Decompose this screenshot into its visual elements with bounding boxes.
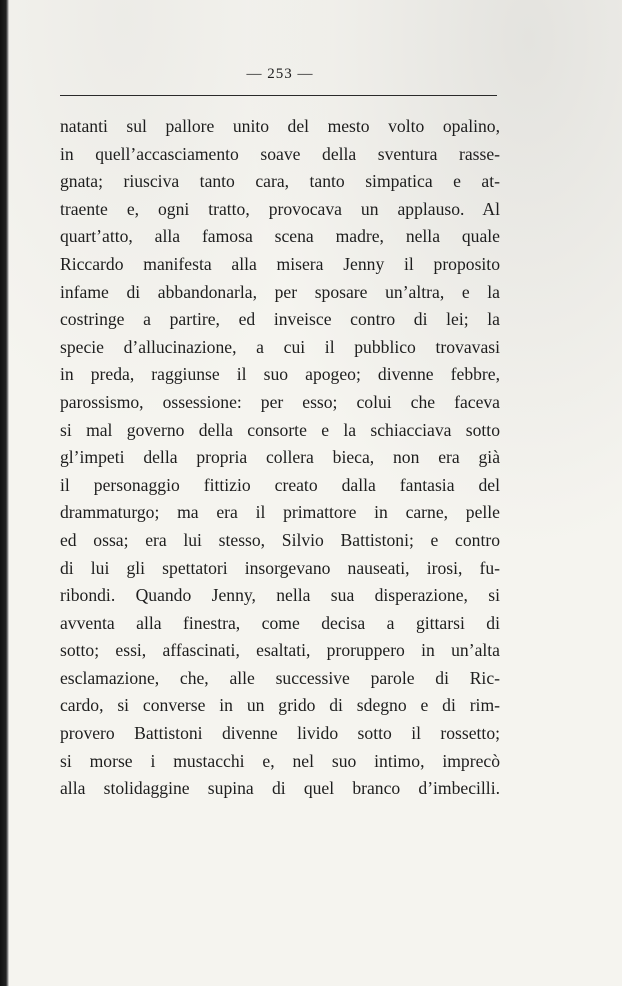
page-number-header: — 253 — [246,66,314,82]
text-line: parossismo, ossessione: per esso; colui che faceva [60,391,500,412]
text-line: il personaggio fittizio creato dalla fantasia del [60,474,500,495]
text-line: drammaturgo; ma era il primattore in carne, pelle [60,502,500,523]
text-line: gnata; riusciva tanto cara, tanto simpatica e at- [60,171,500,192]
binding-shadow [0,0,9,986]
text-line: si mal governo della consorte e la schiacciava sotto [60,419,500,440]
text-line: di lui gli spettatori insorgevano nauseati, irosi, fu- [60,557,500,578]
text-line: sotto; essi, affascinati, esaltati, proruppero in un’alta [60,640,500,661]
text-line: provero Battistoni divenne livido sotto il rossetto; [60,723,500,744]
header-rule [60,95,497,96]
text-line: in quell’accasciamento soave della sventura rasse- [60,143,500,164]
body-text [60,113,500,803]
text-line: gl’impeti della propria collera bieca, non era già [60,447,500,468]
text-line: in preda, raggiunse il suo apogeo; divenne febbre, [60,364,500,385]
text-line: cardo, si converse in un grido di sdegno e di rim- [60,695,500,716]
text-line: esclamazione, che, alle successive parole di Ric- [60,667,500,688]
text-line: infame di abbandonarla, per sposare un’altra, e la [60,281,500,302]
text-line: quart’atto, alla famosa scena madre, nella quale [60,226,500,247]
text-line: Riccardo manifesta alla misera Jenny il proposito [60,253,500,274]
text-line: alla stolidaggine supina di quel branco d’imbecilli. [60,778,500,799]
text-line: natanti sul pallore unito del mesto volto opalino, [60,116,500,136]
text-line: specie d’allucinazione, a cui il pubblico trovavasi [60,336,500,357]
text-line: costringe a partire, ed inveisce contro di lei; la [60,309,500,330]
text-line: ed ossa; era lui stesso, Silvio Battistoni; e contro [60,529,500,550]
text-line: ribondi. Quando Jenny, nella sua disperazione, si [60,585,500,606]
text-line: traente e, ogni tratto, provocava un applauso. Al [60,198,500,219]
text-line: avventa alla finestra, come decisa a gittarsi di [60,612,500,633]
text-line: si morse i mustacchi e, nel suo intimo, imprecò [60,750,500,771]
